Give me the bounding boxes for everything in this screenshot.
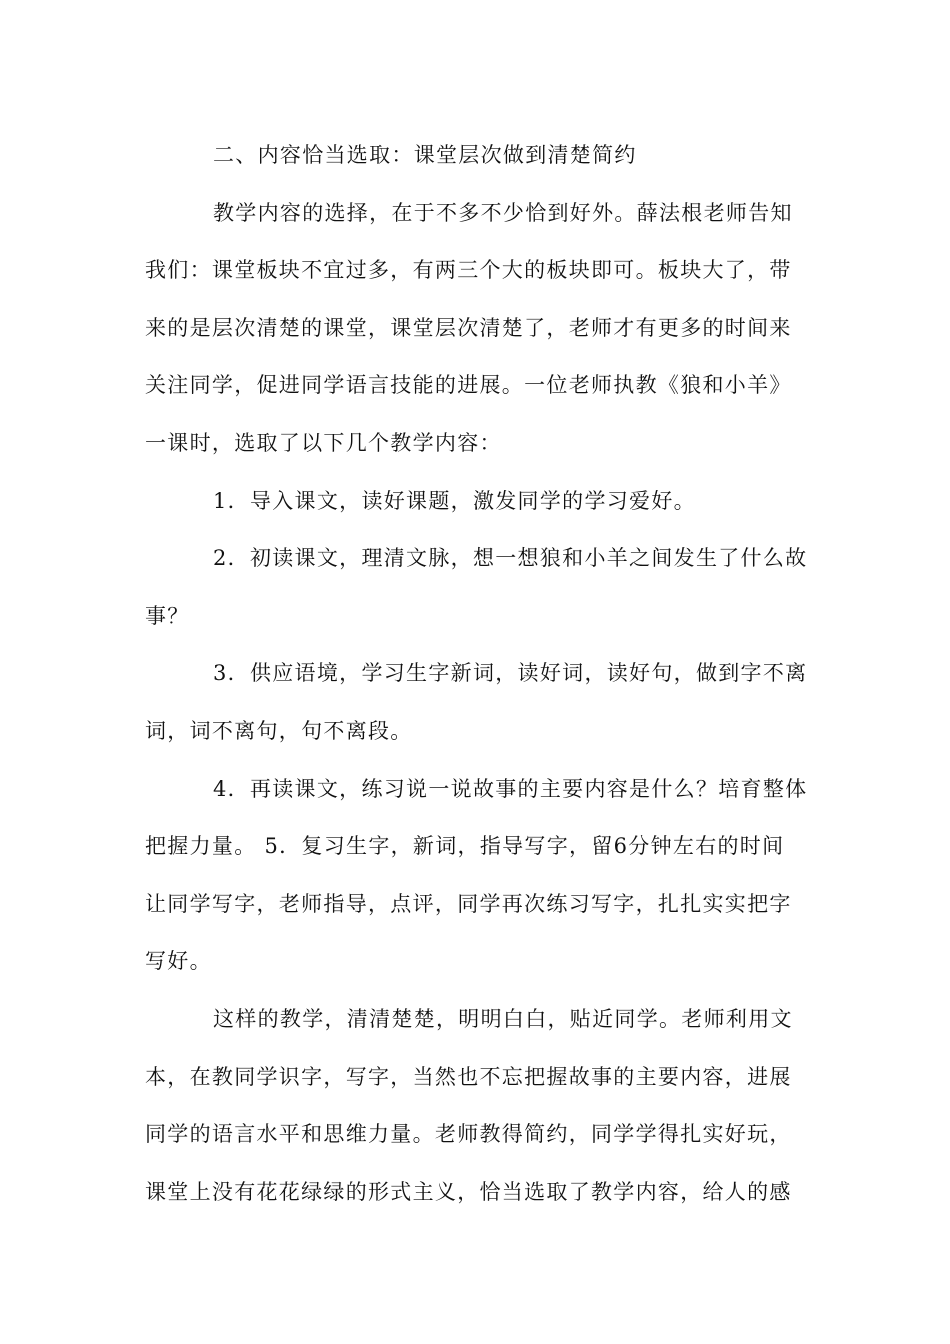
section-heading: 二、内容恰当选取：课堂层次做到清楚简约: [213, 143, 637, 167]
list-item-continuation: 词，词不离句，句不离段。: [145, 718, 413, 743]
list-item-continuation: 把握力量。 5．复习生字，新词，指导写字，留6分钟左右的时间: [145, 834, 785, 859]
paragraph-line: 一课时，选取了以下几个教学内容：: [145, 430, 502, 455]
paragraph-line: 来的是层次清楚的课堂，课堂层次清楚了，老师才有更多的时间来: [145, 315, 792, 340]
document-body: [145, 127, 810, 1221]
paragraph-line: 教学内容的选择，在于不多不少恰到好外。薛法根老师告知: [213, 200, 793, 225]
paragraph-line: 这样的教学，清清楚楚，明明白白，贴近同学。老师利用文: [213, 1006, 793, 1031]
list-item: 4．再读课文，练习说一说故事的主要内容是什么？培育整体: [213, 776, 808, 801]
paragraph-line: 我们：课堂板块不宜过多，有两三个大的板块即可。板块大了，带: [145, 258, 792, 283]
list-item-continuation: 事？: [145, 603, 190, 628]
list-item-continuation: 让同学写字，老师指导，点评，同学再次练习写字，扎扎实实把字: [145, 891, 792, 916]
paragraph-line: 关注同学，促进同学语言技能的进展。一位老师执教《狼和小羊》: [145, 373, 792, 398]
paragraph-line: 本，在教同学识字，写字，当然也不忘把握故事的主要内容，进展: [145, 1064, 792, 1089]
list-item: 2．初读课文，理清文脉，想一想狼和小羊之间发生了什么故: [213, 546, 808, 571]
paragraph-line: 课堂上没有花花绿绿的形式主义，恰当选取了教学内容，给人的感: [145, 1179, 792, 1204]
list-item: 1．导入课文，读好课题，激发同学的学习爱好。: [213, 488, 696, 513]
list-item-continuation: 写好。: [145, 949, 212, 974]
paragraph-line: 同学的语言水平和思维力量。老师教得简约，同学学得扎实好玩，: [145, 1122, 792, 1147]
list-item: 3．供应语境，学习生字新词，读好词，读好句，做到字不离: [213, 661, 808, 686]
